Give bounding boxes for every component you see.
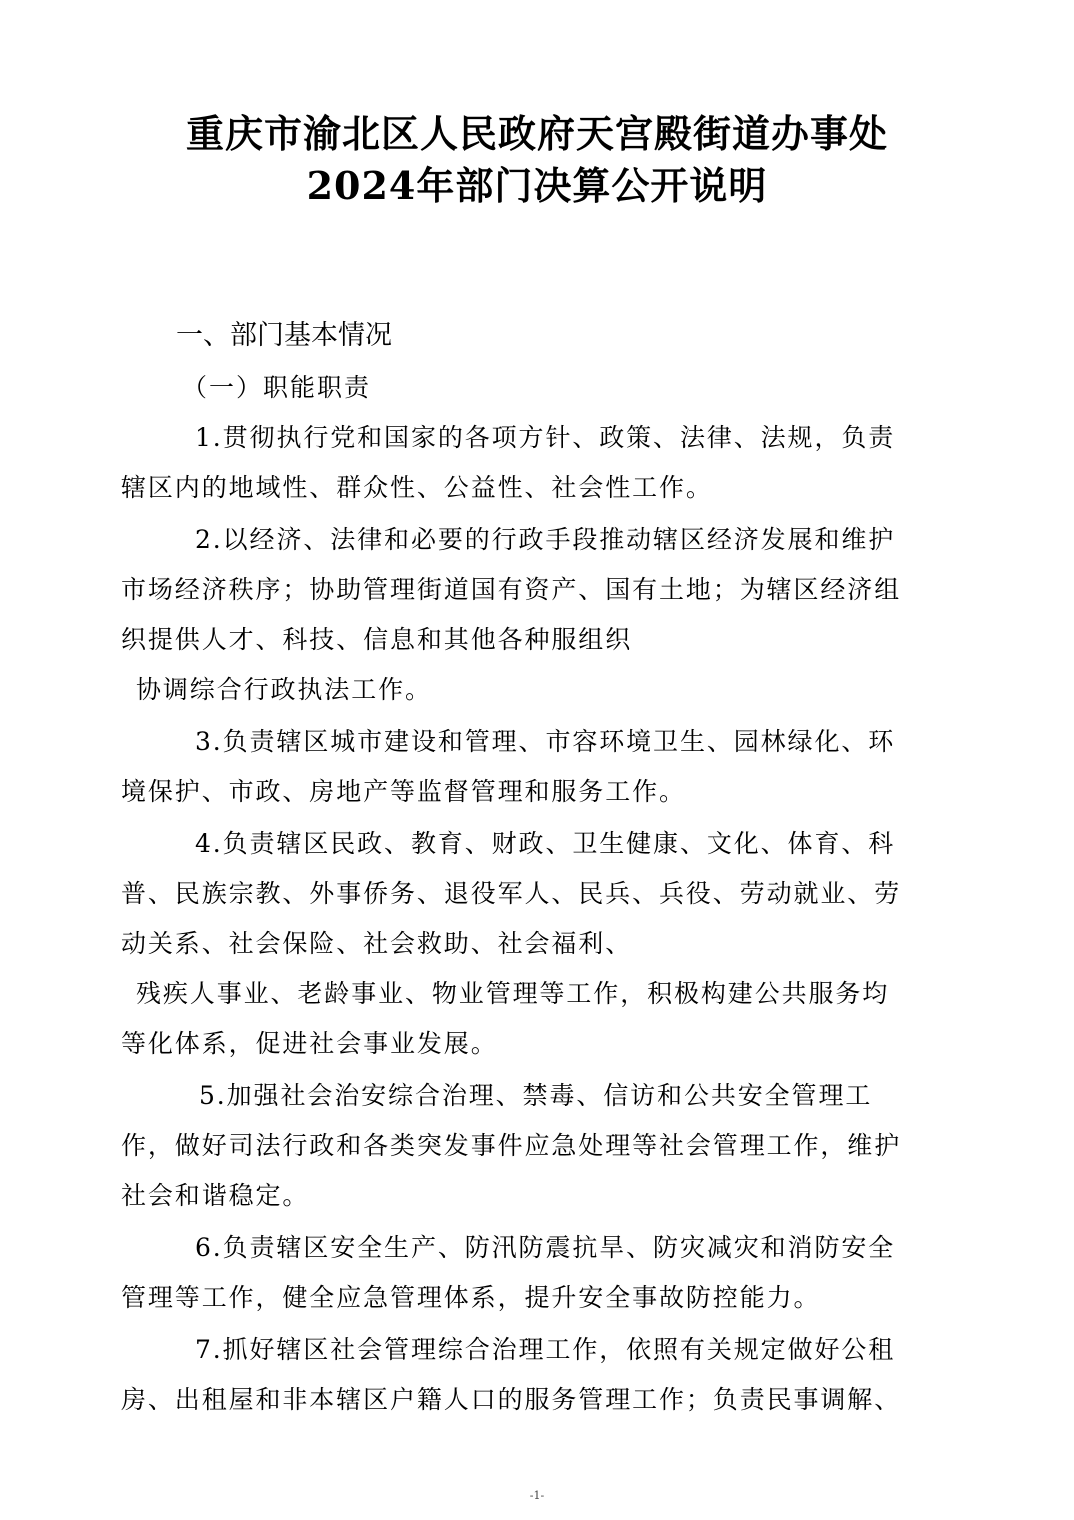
body-line: 2.以经济、法律和必要的行政手段推动辖区经济发展和维护 <box>195 525 896 554</box>
body-line: 房、出租屋和非本辖区户籍人口的服务管理工作；负责民事调解、 <box>121 1385 902 1414</box>
document-title-line-1: 重庆市渝北区人民政府天宫殿街道办事处 <box>185 111 888 156</box>
body-line: 境保护、市政、房地产等监督管理和服务工作。 <box>121 777 686 806</box>
body-line: 作，做好司法行政和各类突发事件应急处理等社会管理工作，维护 <box>121 1131 902 1160</box>
subsection-heading: （一）职能职责 <box>182 373 372 402</box>
body-line: 社会和谐稳定。 <box>121 1181 310 1210</box>
body-line: 普、民族宗教、外事侨务、退役军人、民兵、兵役、劳动就业、劳 <box>121 879 902 908</box>
body-line: 协调综合行政执法工作。 <box>136 675 432 704</box>
body-line: 等化体系，促进社会事业发展。 <box>121 1029 498 1058</box>
body-line: 5.加强社会治安综合治理、禁毒、信访和公共安全管理工 <box>199 1081 873 1110</box>
body-line: 织提供人才、科技、信息和其他各种服组织 <box>121 625 633 654</box>
document-title-line-2: 2024年部门决算公开说明 <box>306 163 768 208</box>
page-number: -1- <box>529 1489 545 1502</box>
body-line: 管理等工作，健全应急管理体系，提升安全事故防控能力。 <box>121 1283 821 1312</box>
body-line: 3.负责辖区城市建设和管理、市容环境卫生、园林绿化、环 <box>195 727 896 756</box>
body-line: 6.负责辖区安全生产、防汛防震抗旱、防灾减灾和消防安全 <box>195 1233 896 1262</box>
body-line: 残疾人事业、老龄事业、物业管理等工作，积极构建公共服务均 <box>136 979 890 1008</box>
body-line: 1.贯彻执行党和国家的各项方针、政策、法律、法规，负责 <box>195 423 896 452</box>
body-line: 动关系、社会保险、社会救助、社会福利、 <box>121 929 633 958</box>
body-line: 辖区内的地域性、群众性、公益性、社会性工作。 <box>121 473 713 502</box>
body-line: 市场经济秩序；协助管理街道国有资产、国有土地；为辖区经济组 <box>121 575 902 604</box>
body-line: 7.抓好辖区社会管理综合治理工作，依照有关规定做好公租 <box>195 1335 896 1364</box>
body-line: 4.负责辖区民政、教育、财政、卫生健康、文化、体育、科 <box>195 829 896 858</box>
section-heading: 一、部门基本情况 <box>176 320 392 351</box>
